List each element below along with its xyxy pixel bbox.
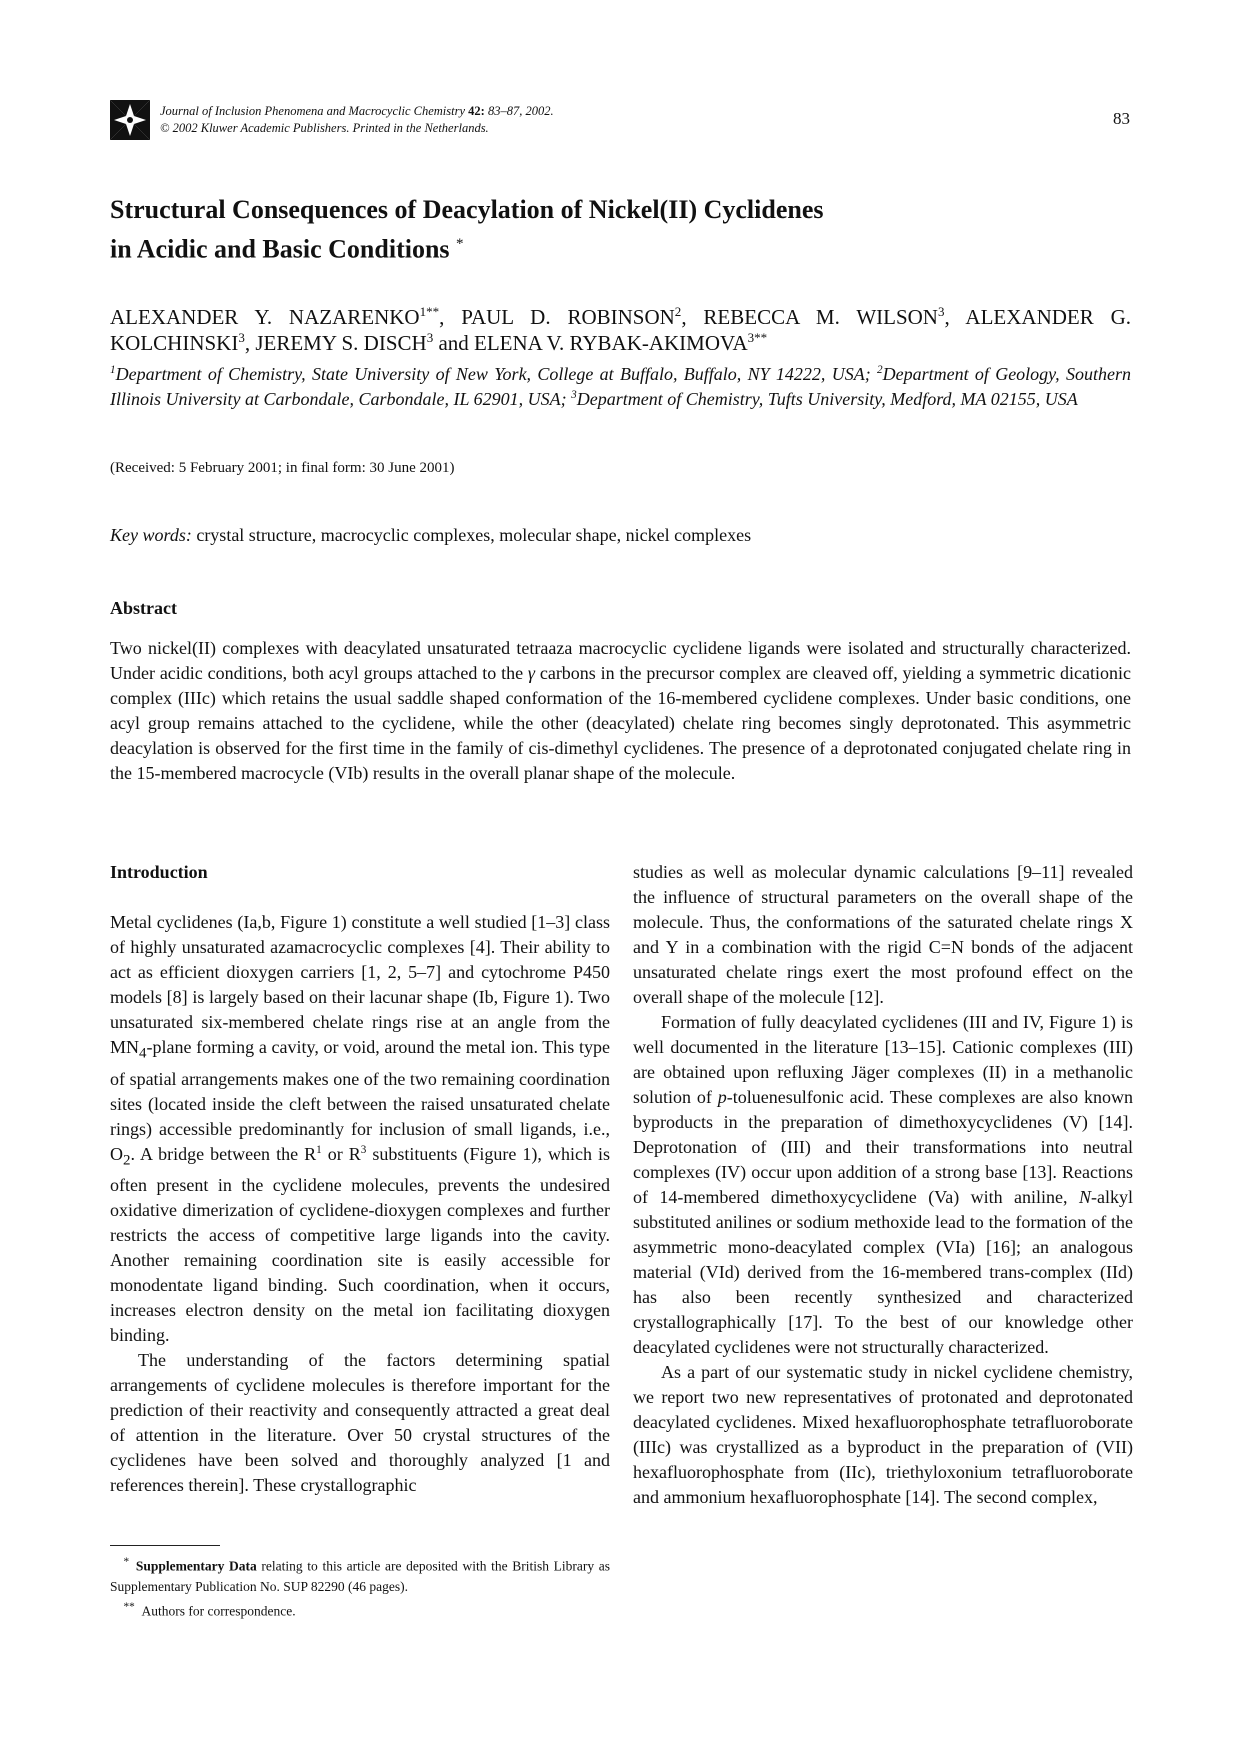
introduction-heading: Introduction xyxy=(110,862,208,882)
footnote-2: ** Authors for correspondence. xyxy=(123,1600,296,1618)
page-number: 83 xyxy=(1113,109,1130,128)
footnote-rule xyxy=(110,1545,220,1546)
keywords-text: crystal structure, macrocyclic complexes, molecular shape, nickel complexes xyxy=(191,525,752,545)
received-dates: (Received: 5 February 2001; in final form: 30 June 2001) xyxy=(110,460,455,476)
journal-header xyxy=(160,103,554,137)
title-footnote-mark: * xyxy=(456,236,464,252)
keywords-label: Key words: xyxy=(110,525,192,545)
intro-paragraph-3: studies as well as molecular dynamic calculations [9–11] revealed the influence of structural parameters on the overall shape of the molecule. Thus, the conformations of the saturated chelate rings X and Y in a combination with the rigid C=N bonds of the adjacent unsaturated chelate rings exert the most profound effect on the overall shape of the molecule [12]. xyxy=(633,862,1133,1007)
affiliations: $^1$Department of Chemistry, State University of New York, College at Buffalo, Buffalo, NY 14222, USA; $^2$Department of Geology, Southern Illinois University at Carbondale, Carbondale, IL 62901, USA; $^3$Department of Chemistry, Tufts University, Medford, MA 02155, USA xyxy=(110,364,1131,409)
abstract-text: Two nickel(II) complexes with deacylated unsaturated tetraaza macrocyclic cyclidene ligands were isolated and structurally characterized. Under acidic conditions, both acyl groups attached to the γ carbons in the precursor complex are cleaved off, yielding a symmetric dicationic complex (IIIc) which retains the usual saddle shaped conformation of the 16-membered cyclidene complexes. Under basic conditions, one acyl group remains attached to the cyclidene, while the other (deacylated) chelate ring becomes singly deprotonated. This asymmetric deacylation is observed for the first time in the family of cis-dimethyl cyclidenes. The presence of a deprotonated conjugated chelate ring in the 15-membered macrocycle (VIb) results in the overall planar shape of the molecule. xyxy=(110,638,1131,783)
footnote-1: * Supplementary Data relating to this article are deposited with the British Library as Supplementary Publication No. SUP 82290 (46 pages). xyxy=(110,1556,610,1594)
keywords xyxy=(110,525,751,546)
intro-paragraph-1: Metal cyclidenes (Ia,b, Figure 1) constitute a well studied [1–3] class of highly unsaturated azamacrocyclic complexes [4]. Their ability to act as efficient dioxygen carriers [1, 2, 5–7] and cytochrome P450 models [8] is largely based on their lacunar shape (Ib, Figure 1). Two unsaturated six-membered chelate rings rise at an angle from the $MN_4$-plane forming a cavity, or void, around the metal ion. This type of spatial arrangements makes one of the two remaining coordination sites (located inside the cleft between the raised unsaturated chelate rings) accessible predominantly for inclusion of small ligands, i.e., $O_2$. A bridge between the $R^1$ or $R^3$ substituents (Figure 1), which is often present in the cyclidene molecules, prevents the undesired oxidative dimerization of cyclidene-dioxygen complexes and further restricts the access of competitive large ligands into the cavity. Another remaining coordination site is easily accessible for monodentate ligand binding. Such coordination, when it occurs, increases electron density on the metal ion facilitating dioxygen binding. xyxy=(110,912,610,1346)
column-right xyxy=(633,860,1133,1510)
intro-paragraph-2: The understanding of the factors determining spatial arrangements of cyclidene molecules is therefore important for the prediction of their reactivity and consequently attracted a great deal of attention in the literature. Over 50 crystal structures of the cyclidenes have been solved and thoroughly analyzed [1 and references therein]. These crystallographic xyxy=(110,1350,610,1496)
publisher-logo xyxy=(110,100,150,140)
footnotes xyxy=(110,1545,610,1621)
paper-title xyxy=(110,193,1130,267)
journal-name: Journal of Inclusion Phenomena and Macrocyclic Chemistry xyxy=(160,104,466,118)
journal-citation xyxy=(160,103,554,120)
column-left xyxy=(110,860,610,1498)
author-list: ALEXANDER Y. $NAZARENKO^{1**}$, PAUL D. ROBINSON$^2$, REBECCA M. WILSON$^3$, ALEXANDER G. KOLCHINSKI$^3$, JEREMY S. DISCH$^3$ and ELENA V. RYBAK-$AKIMOVA^{3**}$ xyxy=(110,304,1131,355)
intro-paragraph-5: As a part of our systematic study in nickel cyclidene chemistry, we report two new representatives of protonated and deprotonated deacylated cyclidenes. Mixed hexafluorophosphate tetrafluoroborate (IIIc) was crystallized as a byproduct in the preparation of (VII) hexafluorophosphate from (IIc), triethyloxonium tetrafluoroborate and ammonium hexafluorophosphate [14]. The second complex, xyxy=(633,1362,1133,1507)
abstract-heading: Abstract xyxy=(110,598,177,618)
journal-pages: 83–87, 2002. xyxy=(487,104,554,118)
intro-paragraph-4: Formation of fully deacylated cyclidenes (III and IV, Figure 1) is well documented in the literature [13–15]. Cationic complexes (III) are obtained upon refluxing Jäger complexes (II) in a methanolic solution of p-toluenesulfonic acid. These complexes are also known byproducts in the preparation of dimethoxycyclidenes (V) [14]. Deprotonation of (III) and their transformations into neutral complexes (IV) occur upon addition of a strong base [13]. Reactions of 14-membered dimethoxycyclidene (Va) with aniline, N-alkyl substituted anilines or sodium methoxide lead to the formation of the asymmetric mono-deacylated complex (VIa) [16]; an analogous material (VId) derived from the 16-membered trans-complex (IId) has also been recently synthesized and characterized crystallographically [17]. To the best of our knowledge other deacylated cyclidenes were not structurally characterized. xyxy=(633,1012,1133,1357)
copyright-line: © 2002 Kluwer Academic Publishers. Printed in the Netherlands. xyxy=(160,121,489,135)
title-line-1: Structural Consequences of Deacylation of Nickel(II) Cyclidenes xyxy=(110,195,824,224)
title-line-2: in Acidic and Basic Conditions * xyxy=(110,234,464,264)
journal-volume: 42: xyxy=(468,104,485,118)
